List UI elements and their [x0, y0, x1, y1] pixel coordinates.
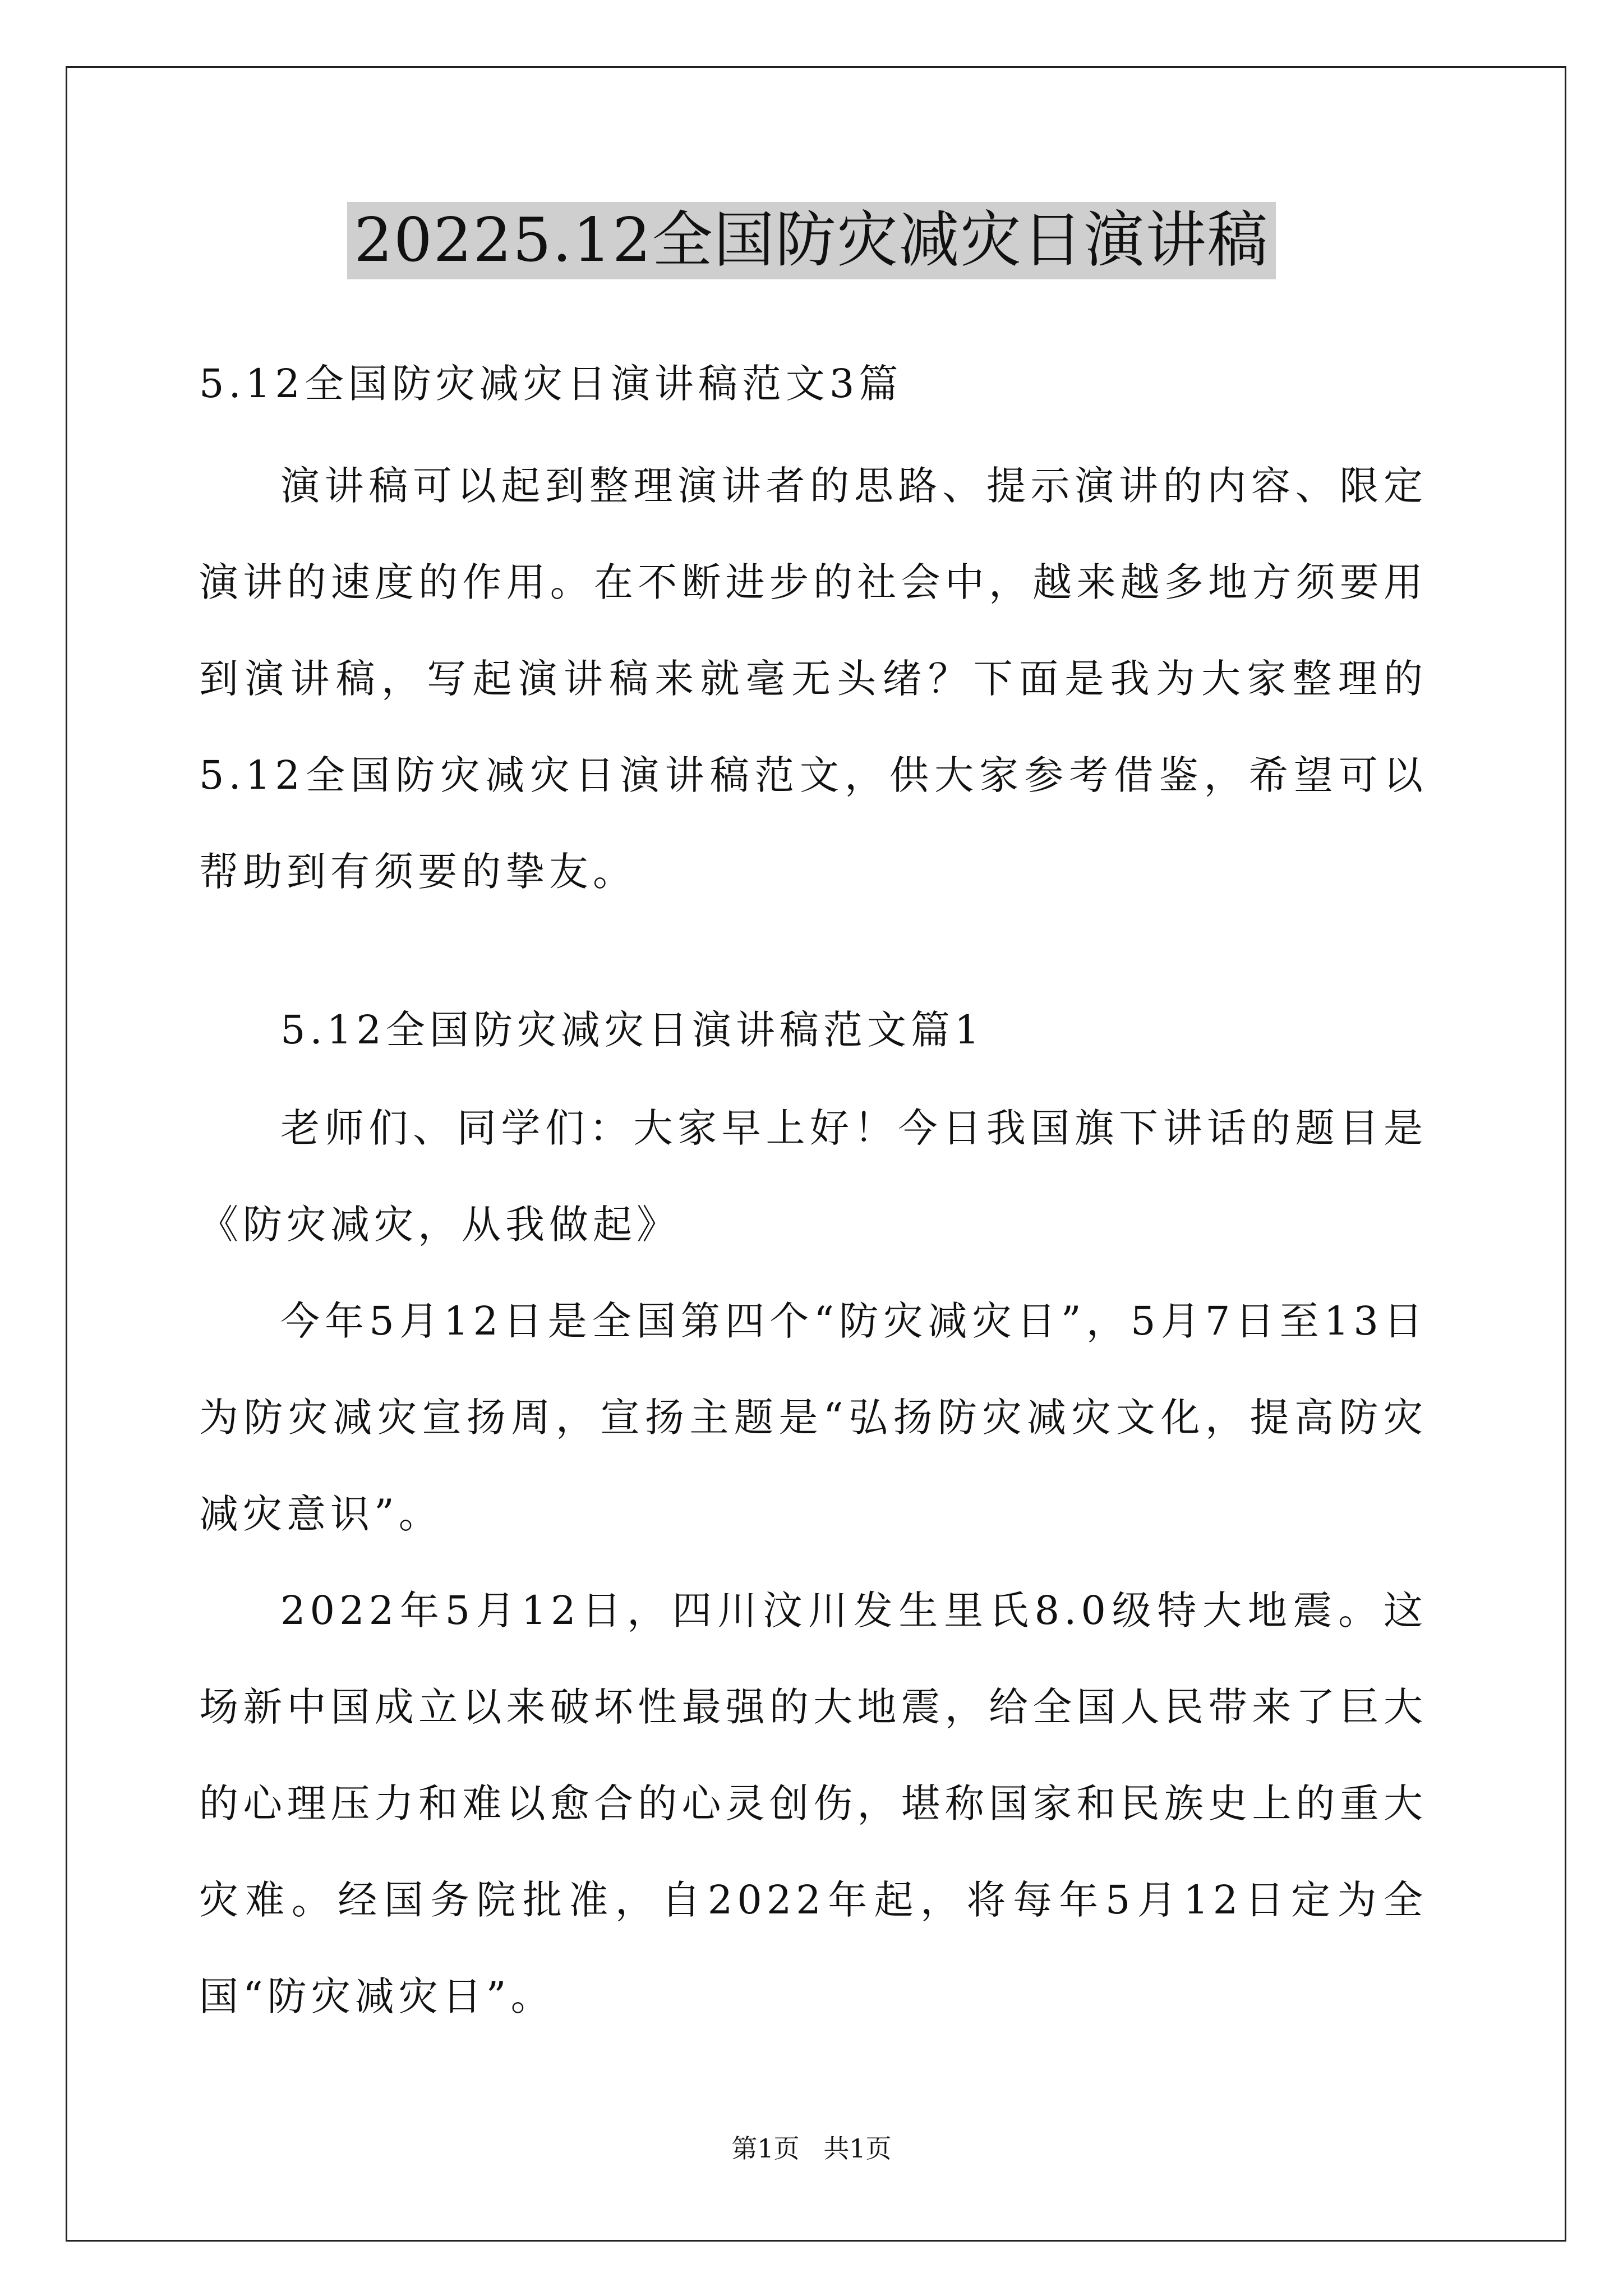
- section-heading: 5.12全国防灾减灾日演讲稿范文篇1: [280, 1007, 984, 1053]
- subtitle-block: [199, 335, 1427, 432]
- body-paragraph-2: 今年5月12日是全国第四个“防灾减灾日”，5月7日至13日为防灾减灾宣扬周，宣扬主题是“弘扬防灾减灾文化，提高防灾减灾意识”。: [199, 1298, 1427, 1537]
- page-number-current: 第1页: [731, 2133, 800, 2164]
- section-block: [199, 982, 1427, 1078]
- intro-paragraph: 演讲稿可以起到整理演讲者的思路、提示演讲的内容、限定演讲的速度的作用。在不断进步的社会中，越来越多地方须要用到演讲稿，写起演讲稿来就毫无头绪？下面是我为大家整理的5.12全国防灾减灾日演讲稿范文，供大家参考借鉴，希望可以帮助到有须要的挚友。: [199, 463, 1427, 895]
- page-footer: [0, 2132, 1623, 2165]
- article-body: [199, 1080, 1427, 2045]
- document-title: 20225.12全国防灾减灾日演讲稿: [347, 202, 1275, 279]
- intro-block: [199, 438, 1427, 920]
- title-container: [0, 202, 1623, 279]
- page-number-total: 共1页: [823, 2133, 892, 2164]
- body-paragraph-1: 老师们、同学们：大家早上好！今日我国旗下讲话的题目是《防灾减灾，从我做起》: [199, 1105, 1427, 1248]
- body-paragraph-3: 2022年5月12日，四川汶川发生里氏8.0级特大地震。这场新中国成立以来破坏性最强的大地震，给全国人民带来了巨大的心理压力和难以愈合的心灵创伤，堪称国家和民族史上的重大灾难。经国务院批准，自2022年起，将每年5月12日定为全国“防灾减灾日”。: [199, 1588, 1427, 2019]
- document-subtitle: 5.12全国防灾减灾日演讲稿范文3篇: [199, 361, 903, 407]
